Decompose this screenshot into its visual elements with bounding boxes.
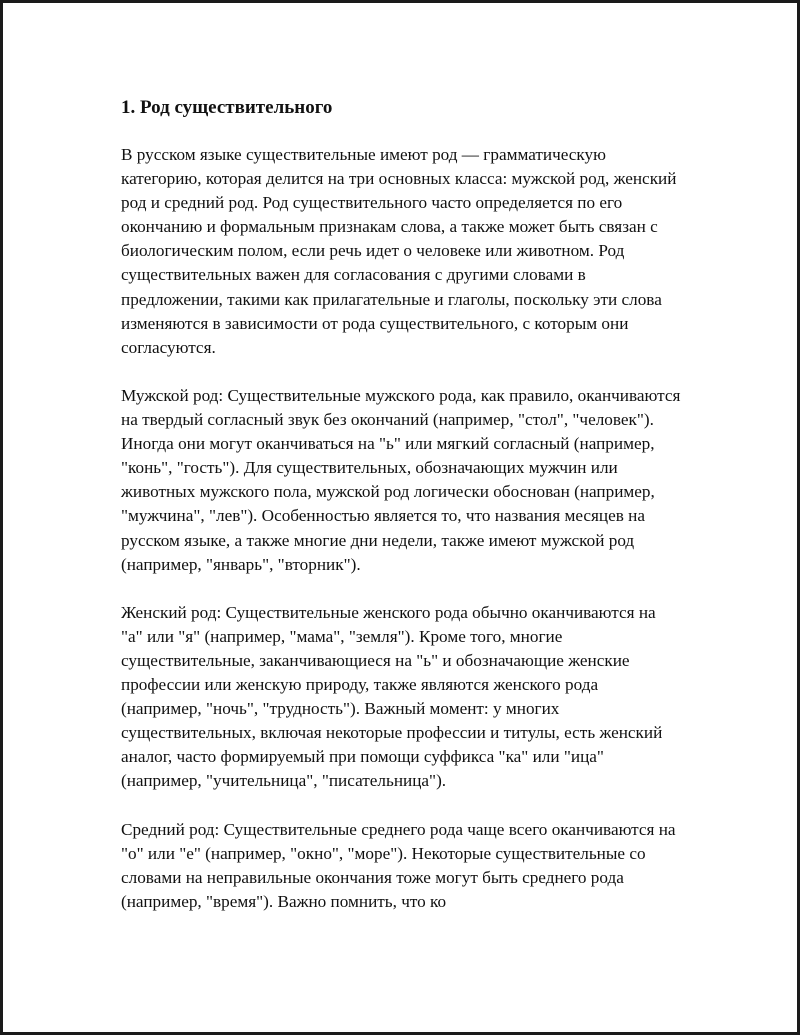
paragraph-intro: В русском языке существительные имеют род — грамматическую категорию, которая делится на три основных класса: мужской род, женский род и средний род. Род существительного часто определяется по его окончанию и формальным признакам слова, а также может быть связан с биологическим полом, если речь идет о человеке или животном. Род существительных важен для согласования с другими словами в предложении, такими как прилагательные и глаголы, поскольку эти слова изменяются в зависимости от рода существительного, с которым они согласуются. <box>121 145 677 357</box>
paragraph-masculine: Мужской род: Существительные мужского рода, как правило, оканчиваются на твердый согласный звук без окончаний (например, "стол", "человек"). Иногда они могут оканчиваться на "ь" или мягкий согласный (например, "конь", "гость"). Для существительных, обозначающих мужчин или животных мужского пола, мужской род логически обоснован (например, "мужчина", "лев"). Особенностью является то, что названия месяцев на русском языке, а также многие дни недели, также имеют мужской род (например, "январь", "вторник"). <box>121 385 681 574</box>
paragraph-feminine: Женский род: Существительные женского рода обычно оканчиваются на "а" или "я" (например, "мама", "земля"). Кроме того, многие существительные, заканчивающиеся на "ь" и обозначающие женские профессии или женскую природу, также являются женского рода (например, "ночь", "трудность"). Важный момент: у многих существительных, включая некоторые профессии и титулы, есть женский аналог, часто формируемый при помощи суффикса "ка" или "ица" (например, "учительница", "писательница"). <box>121 602 663 791</box>
document-body <box>121 95 681 938</box>
paragraph-neuter: Средний род: Существительные среднего рода чаще всего оканчиваются на "о" или "е" (например, "окно", "море"). Некоторые существительные со словами на неправильные окончания тоже могут быть среднего рода (например, "время"). Важно помнить, что ко <box>121 819 676 911</box>
section-heading: 1. Род существительного <box>121 97 333 118</box>
